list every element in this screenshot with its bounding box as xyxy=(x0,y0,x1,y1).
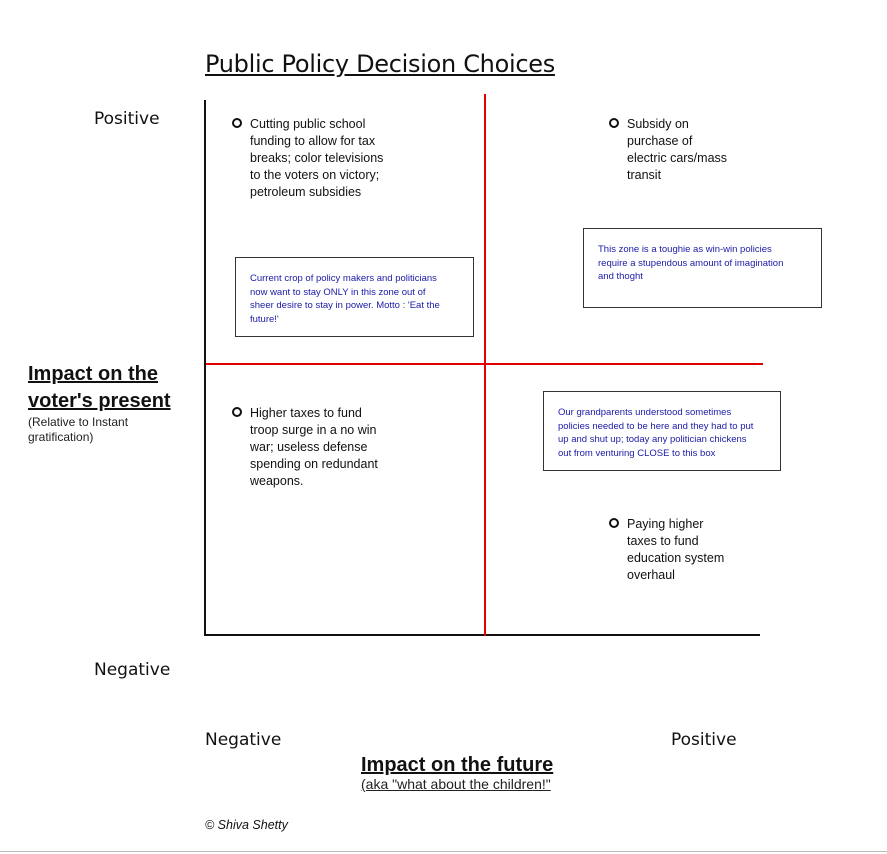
y-axis-subtitle-line2: gratification) xyxy=(28,430,94,444)
y-axis-title-line2: voter's present xyxy=(28,390,171,412)
vertical-divider xyxy=(484,94,486,636)
x-axis-positive-label: Positive xyxy=(671,730,737,750)
copyright-text: © Shiva Shetty xyxy=(205,818,288,832)
bullet-line: Subsidy on xyxy=(627,117,689,131)
bullet-line: troop surge in a no win xyxy=(250,423,377,437)
x-axis-negative-label: Negative xyxy=(205,730,282,750)
bullet-line: weapons. xyxy=(250,474,304,488)
note-line: This zone is a toughie as win-win policies xyxy=(598,244,772,255)
y-axis-subtitle-line1: (Relative to Instant xyxy=(28,415,129,429)
quadrant-top-right-bullet xyxy=(627,116,727,184)
note-box-bottom-right xyxy=(543,391,781,471)
note-line: Our grandparents understood sometimes xyxy=(558,407,732,418)
note-line: policies needed to be here and they had to put xyxy=(558,420,754,432)
x-axis-title-text: Impact on the future xyxy=(361,754,554,776)
quadrant-bottom-left-bullet xyxy=(250,405,378,490)
y-axis-positive-label: Positive xyxy=(94,109,160,129)
bullet-line: war; useless defense xyxy=(250,440,368,454)
bullet-line: transit xyxy=(627,168,662,182)
note-line: and thoght xyxy=(598,271,643,282)
bullet-dot-icon xyxy=(609,118,619,128)
quadrant-top-left-bullet xyxy=(250,116,383,201)
note-line: require a stupendous amount of imagination xyxy=(598,257,784,269)
bullet-line: overhaul xyxy=(627,568,675,582)
diagram-title: Public Policy Decision Choices xyxy=(205,50,555,78)
bullet-line: spending on redundant xyxy=(250,457,378,471)
bullet-dot-icon xyxy=(232,407,242,417)
bullet-line: electric cars/mass xyxy=(627,151,728,165)
y-axis-title-line1: Impact on the xyxy=(28,363,159,385)
bullet-dot-icon xyxy=(609,518,619,528)
bullet-line: to the voters on victory; xyxy=(250,168,380,182)
note-box-top-right xyxy=(583,228,822,308)
note-line: sheer desire to stay in power. Motto : 'Eat the xyxy=(250,300,440,311)
bullet-line: Cutting public school xyxy=(250,117,366,131)
bullet-line: purchase of xyxy=(627,134,693,148)
bullet-line: taxes to fund xyxy=(627,534,699,548)
bullet-line: petroleum subsidies xyxy=(250,185,362,199)
note-line: Current crop of policy makers and politicians xyxy=(250,273,437,284)
bullet-dot-icon xyxy=(232,118,242,128)
y-axis-negative-label: Negative xyxy=(94,660,171,680)
x-axis-line xyxy=(204,634,760,636)
horizontal-divider xyxy=(206,363,763,365)
bullet-line: Paying higher xyxy=(627,517,704,531)
bullet-line: breaks; color televisions xyxy=(250,151,384,165)
x-axis-subtitle: (aka "what about the children!" xyxy=(361,776,551,792)
page-bottom-rule xyxy=(0,851,887,852)
bullet-line: education system xyxy=(627,551,725,565)
note-line: future!' xyxy=(250,313,279,325)
note-line: now want to stay ONLY in this zone out of xyxy=(250,286,426,298)
y-axis-title xyxy=(28,361,171,445)
bullet-line: funding to allow for tax xyxy=(250,134,376,148)
note-box-top-left xyxy=(235,257,474,337)
note-line: up and shut up; today any politician chickens xyxy=(558,434,747,445)
x-axis-title xyxy=(361,752,553,792)
bullet-line: Higher taxes to fund xyxy=(250,406,362,420)
quadrant-bottom-right-bullet xyxy=(627,516,724,584)
note-line: out from venturing CLOSE to this box xyxy=(558,447,716,459)
y-axis-line xyxy=(204,100,206,636)
